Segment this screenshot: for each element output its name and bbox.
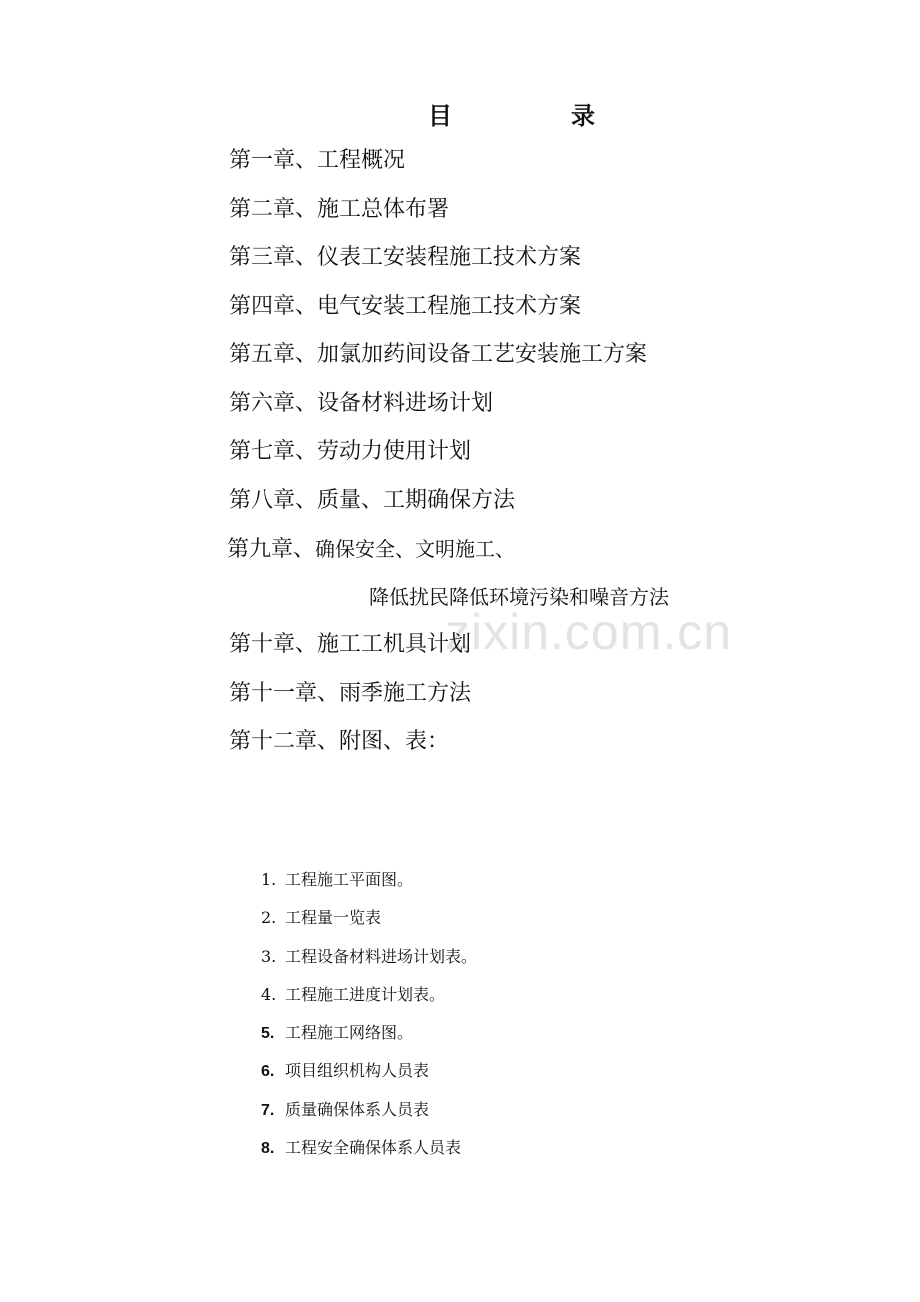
attachment-item (261, 1057, 477, 1095)
attachment-item (261, 904, 477, 942)
chapter-11: 第十一章、雨季施工方法 (229, 680, 472, 706)
attachment-item (261, 1019, 477, 1057)
chapter-5: 第五章、加氯加药间设备工艺安装施工方案 (229, 342, 648, 367)
chapter-8: 第八章、质量、工期确保方法 (229, 487, 516, 513)
attachment-item (261, 1134, 477, 1172)
attachment-number: 8. (261, 1140, 275, 1158)
chapter-9-title: 确保安全、文明施工、 (315, 537, 516, 561)
chapter-9 (227, 529, 889, 577)
attachment-text: 工程施工进度计划表。 (285, 984, 446, 1004)
attachment-text: 工程施工网络图。 (285, 1023, 414, 1043)
attachment-text: 工程安全确保体系人员表 (285, 1138, 462, 1158)
chapter-12: 第十二章、附图、表： (229, 729, 450, 754)
attachment-number: 2. (261, 908, 277, 928)
attachment-number: 4. (261, 984, 277, 1004)
chapter-4: 第四章、电气安装工程施工技术方案 (229, 293, 582, 319)
attachment-text: 质量确保体系人员表 (285, 1099, 430, 1119)
attachment-number: 5. (261, 1025, 275, 1043)
attachment-text: 工程设备材料进场计划表。 (285, 946, 478, 966)
attachment-text: 工程量一览表 (285, 908, 382, 928)
attachment-item (261, 1096, 477, 1134)
attachment-item (261, 866, 477, 904)
attachment-number: 3. (261, 946, 277, 966)
attachment-item (261, 943, 477, 981)
attachment-item (261, 981, 477, 1019)
chapter-9-continuation: 降低扰民降低环境污染和噪音方法 (369, 585, 669, 609)
attachment-text: 工程施工平面图。 (285, 870, 414, 889)
chapter-6: 第六章、设备材料进场计划 (229, 390, 494, 416)
attachment-number: 7. (261, 1101, 275, 1119)
chapter-list (229, 141, 889, 771)
chapter-10: 第十章、施工工机具计划 (229, 632, 472, 657)
toc-title-left: 目 (428, 101, 452, 130)
chapter-9-prefix: 第九章、 (227, 537, 316, 562)
chapter-1: 第一章、工程概况 (229, 148, 406, 173)
attachment-list (261, 866, 477, 1172)
chapter-3: 第三章、仪表工安装程施工技术方案 (229, 245, 582, 270)
chapter-7: 第七章、劳动力使用计划 (229, 439, 472, 464)
toc-title-right: 录 (571, 101, 595, 130)
watermark: zixin.com.cn (445, 604, 733, 660)
attachment-text: 项目组织机构人员表 (285, 1061, 430, 1081)
attachment-number: 1. (261, 870, 277, 889)
attachment-number: 6. (261, 1063, 275, 1081)
chapter-2: 第二章、施工总体布署 (229, 196, 450, 222)
